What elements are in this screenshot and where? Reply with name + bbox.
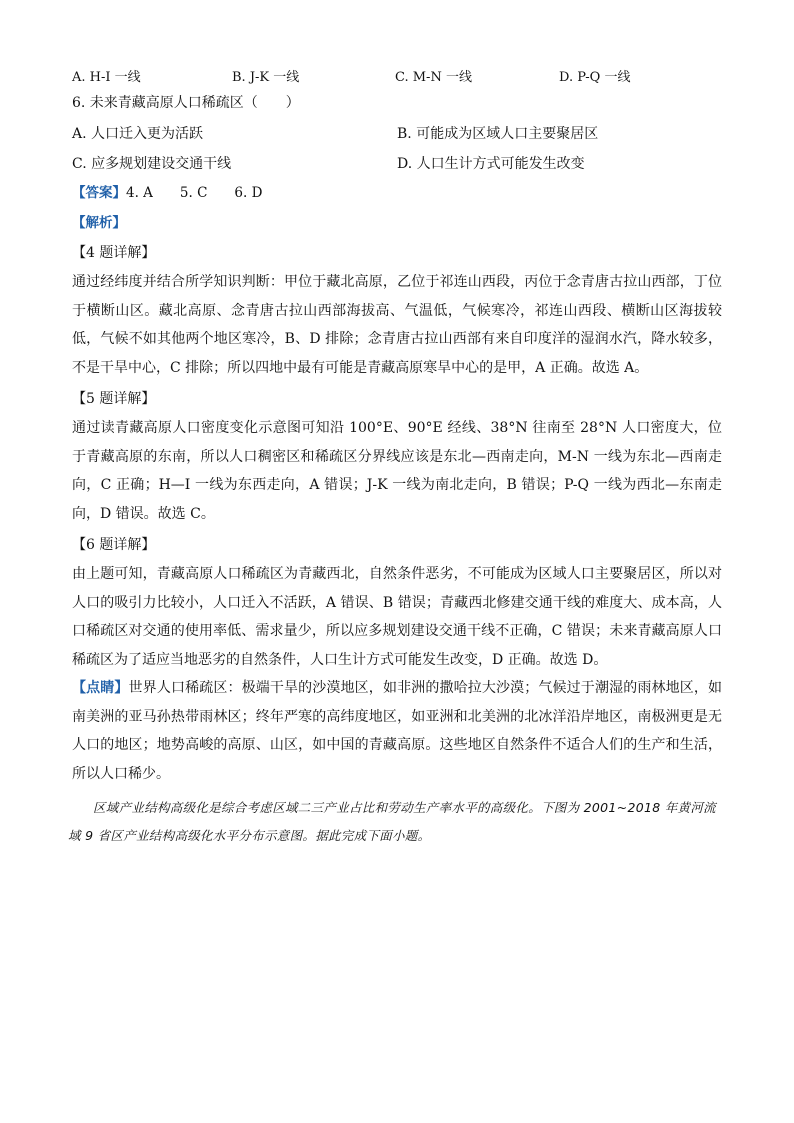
answer-line [72,178,722,208]
q6-detail-text: 由上题可知，青藏高原人口稀疏区为青藏西北，自然条件恶劣，不可能成为区域人口主要聚居区，所以对人口的吸引力比较小，人口迁入不活跃，A 错误、B 错误；青藏西北修建交通干线的难度大、成本高，人口稀疏区对交通的使用率低、需求量少，所以应多规划建设交通干线不正确，C 错误；未来青藏高原人口稀疏区为了适应当地恶劣的自然条件，人口生计方式可能发生改变，D 正确。故选 D。 [72,566,722,668]
q6-stem: 6. 未来青藏高原人口稀疏区（ ） [72,95,300,111]
q4-detail-heading: 【4 题详解】 [72,245,156,261]
q6-option-d: D. 人口生计方式可能发生改变 [397,156,585,172]
tip-tag: 【点睛】 [72,680,129,696]
q6-options-row-2 [72,148,722,178]
q6-option-c: C. 应多规划建设交通干线 [72,156,232,172]
q6-option-b: B. 可能成为区域人口主要聚居区 [397,126,599,142]
answer-tag: 【答案】 [72,185,126,201]
q5-options [72,62,722,88]
answer-text: 4. A 5. C 6. D [126,185,263,201]
q5-option-d: D. P-Q 一线 [559,69,631,85]
q6-option-a: A. 人口迁入更为活跃 [72,126,204,142]
analysis-line [72,208,722,238]
q5-detail-text: 通过读青藏高原人口密度变化示意图可知沿 100°E、90°E 经线、38°N 往南至 28°N 人口密度大，位于青藏高原的东南，所以人口稠密区和稀疏区分界线应该是东北—西南走向，M-N 一线为东北—西南走向，C 正确；H—I 一线为东西走向，A 错误；J-K 一线为南北走向，B 错误；P-Q 一线为西北—东南走向，D 错误。故选 C。 [72,420,722,522]
analysis-tag: 【解析】 [72,215,126,231]
q5-option-a: A. H-I 一线 [72,69,141,85]
document-page [68,62,723,850]
q5-option-b: B. J-K 一线 [232,69,300,85]
q4-detail-text: 通过经纬度并结合所学知识判断：甲位于藏北高原，乙位于祁连山西段，丙位于念青唐古拉山西部，丁位于横断山区。藏北高原、念青唐古拉山西部海拔高、气温低，气候寒冷，祁连山西段、横断山区海拔较低，气候不如其他两个地区寒冷，B、D 排除；念青唐古拉山西部有来自印度洋的湿润水汽，降水较多，不是干旱中心，C 排除；所以四地中最有可能是青藏高原寒旱中心的是甲，A 正确。故选 A。 [72,274,722,376]
tip-text: 世界人口稀疏区：极端干旱的沙漠地区，如非洲的撒哈拉大沙漠；气候过于潮湿的雨林地区，如南美洲的亚马孙热带雨林区；终年严寒的高纬度地区，如亚洲和北美洲的北冰洋沿岸地区，南极洲更是无人口的地区；地势高峻的高原、山区，如中国的青藏高原。这些地区自然条件不适合人们的生产和生活，所以人口稀少。 [72,680,723,782]
q5-detail-heading: 【5 题详解】 [72,391,156,407]
q6-options-row-1 [72,118,722,148]
q5-option-c: C. M-N 一线 [395,69,472,85]
q6-detail-heading: 【6 题详解】 [72,537,156,553]
next-question-intro: 区域产业结构高级化是综合考虑区域二三产业占比和劳动生产率水平的高级化。下图为 2001~2018 年黄河流域 9 省区产业结构高级化水平分布示意图。据此完成下面小题。 [68,800,716,843]
tip-paragraph [72,674,722,788]
